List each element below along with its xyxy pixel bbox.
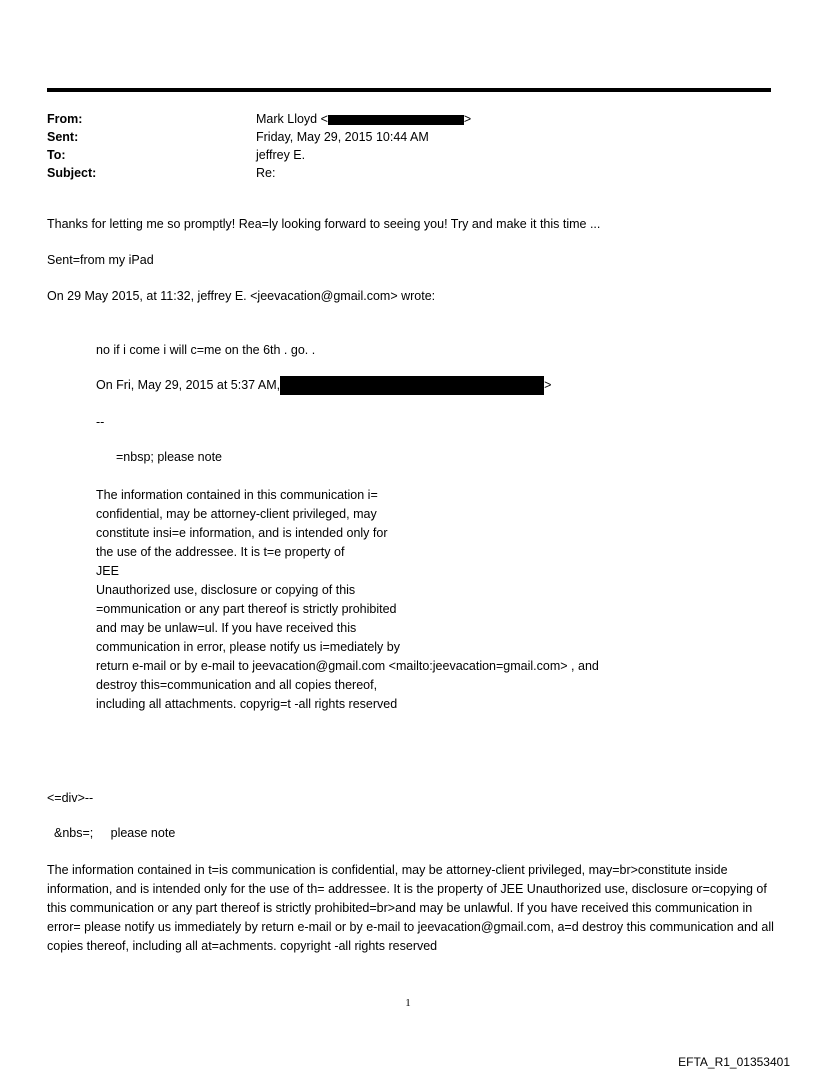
notice-line: return e-mail or by e-mail to jeevacation@gmail.com <mailto:jeevacation=gmail.com> , and bbox=[96, 659, 599, 673]
to-label: To: bbox=[47, 148, 66, 162]
redaction-block bbox=[328, 115, 464, 125]
notice-line: and may be unlaw=ul. If you have received this bbox=[96, 621, 357, 635]
from-value bbox=[256, 110, 471, 128]
page-number: 1 bbox=[405, 997, 411, 1009]
footer-please-note: &nbs=; please note bbox=[54, 826, 176, 840]
quoted-notice bbox=[96, 486, 599, 714]
from-value-end: > bbox=[463, 112, 472, 126]
quoted-line-2 bbox=[96, 376, 551, 395]
from-row bbox=[47, 110, 471, 128]
body-line-1: Thanks for letting me so promptly! Rea=ly looking forward to seeing you! Try and make it this time ... bbox=[47, 217, 601, 231]
notice-line: the use of the addressee. It is t=e property of bbox=[96, 545, 345, 559]
subject-label: Subject: bbox=[47, 166, 97, 180]
to-value: jeffrey E. bbox=[256, 148, 306, 162]
footer-notice-paragraph: The information contained in t=is communication is confidential, may be attorney-client privileged, may=br>constitute inside information, and is intended only for the use of th= addressee. It is the property of JEE Unauthorized use, disclosure or=copying of this communication or any part thereof is strictly prohibited=br>and may be unlawful. If you have received this communication in error= please notify us immediately by return e-mail or by e-mail to jeevacation@gmail.com, a=d destroy this communication and all copies thereof, including all at=achments. copyright -all rights reserved bbox=[47, 863, 774, 953]
quoted-please-note: =nbsp; please note bbox=[116, 450, 222, 464]
quoted-line-2-end: > bbox=[544, 377, 552, 392]
notice-line: destroy this=communication and all copies thereof, bbox=[96, 678, 378, 692]
notice-line: communication in error, please notify us i=mediately by bbox=[96, 640, 400, 654]
notice-line: =ommunication or any part thereof is strictly prohibited bbox=[96, 602, 397, 616]
quoted-line-2-start: On Fri, May 29, 2015 at 5:37 AM, bbox=[96, 377, 281, 392]
from-name: Mark Lloyd < bbox=[256, 112, 328, 126]
body-line-2: Sent=from my iPad bbox=[47, 253, 154, 267]
redaction-block bbox=[280, 376, 544, 395]
to-row bbox=[47, 146, 471, 164]
notice-line: The information contained in this communication i= bbox=[96, 488, 378, 502]
notice-line: confidential, may be attorney-client privileged, may bbox=[96, 507, 377, 521]
notice-line: constitute insi=e information, and is intended only for bbox=[96, 526, 388, 540]
header-rule bbox=[47, 88, 771, 92]
subject-row bbox=[47, 164, 471, 182]
document-id: EFTA_R1_01353401 bbox=[678, 1055, 790, 1069]
notice-line: Unauthorized use, disclosure or copying of this bbox=[96, 583, 356, 597]
sent-label: Sent: bbox=[47, 130, 79, 144]
email-header bbox=[47, 110, 471, 182]
notice-line: including all attachments. copyrig=t -all rights reserved bbox=[96, 697, 398, 711]
sent-row bbox=[47, 128, 471, 146]
footer-div-line: <=div>-- bbox=[47, 791, 94, 805]
notice-line: JEE bbox=[96, 564, 119, 578]
body-line-3: On 29 May 2015, at 11:32, jeffrey E. <jeevacation@gmail.com> wrote: bbox=[47, 289, 436, 303]
subject-value: Re: bbox=[256, 166, 276, 180]
sent-value: Friday, May 29, 2015 10:44 AM bbox=[256, 130, 429, 144]
from-label: From: bbox=[47, 112, 83, 126]
quoted-dashes: -- bbox=[96, 415, 105, 429]
quoted-line-1: no if i come i will c=me on the 6th . go. . bbox=[96, 343, 316, 357]
